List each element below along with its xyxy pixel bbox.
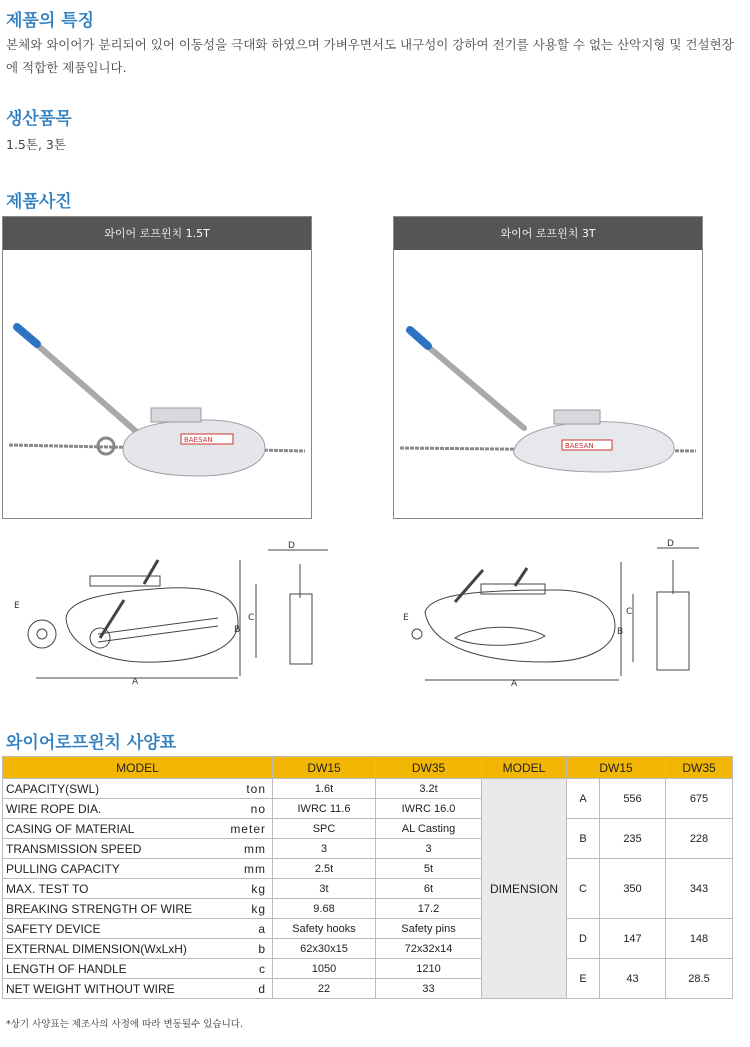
table-row [3, 919, 733, 939]
spec-name: BREAKING STRENGTH OF WIRE kg [3, 899, 273, 919]
spec-name: NET WEIGHT WITHOUT WIRE d [3, 979, 273, 999]
dim-dw35: 675 [666, 779, 733, 819]
dim-label-d: D [667, 539, 674, 549]
spec-dw15: 1050 [273, 959, 376, 979]
table-row [3, 959, 733, 979]
products-title: 생산품목 [6, 109, 72, 129]
header-cell: DW15 [273, 757, 376, 779]
spec-unit: kg [251, 881, 266, 896]
dim-label-e: E [403, 613, 409, 623]
spec-dw15: SPC [273, 819, 376, 839]
dim-label-c: C [626, 607, 633, 617]
table-row [3, 859, 733, 879]
dim-label-a: A [511, 679, 518, 688]
table-row [3, 819, 733, 839]
spec-footnote: *상기 사양표는 제조사의 사정에 따라 변동될수 있습니다. [6, 1019, 243, 1030]
spec-unit: a [258, 921, 266, 936]
spec-dw15: 1.6t [273, 779, 376, 799]
spec-dw15: Safety hooks [273, 919, 376, 939]
table-row [3, 779, 733, 799]
dim-key: C [567, 859, 600, 919]
dim-dw35: 148 [666, 919, 733, 959]
dim-dw15: 556 [600, 779, 666, 819]
spec-unit: meter [230, 821, 266, 836]
spec-dw35: 5t [376, 859, 482, 879]
spec-unit: mm [244, 861, 266, 876]
dim-dw15: 350 [600, 859, 666, 919]
photos-title: 제품사진 [6, 192, 72, 212]
dim-label-b: B [617, 627, 624, 637]
photo-card-1-5t [2, 216, 312, 519]
spec-dw35: 6t [376, 879, 482, 899]
spec-unit: b [258, 941, 266, 956]
dim-key: E [567, 959, 600, 999]
features-title: 제품의 특징 [6, 11, 95, 31]
spec-dw15: 62x30x15 [273, 939, 376, 959]
dim-label-e: E [14, 601, 20, 611]
spec-name: LENGTH OF HANDLE c [3, 959, 273, 979]
dim-label-a: A [132, 677, 139, 687]
dim-label-d: D [288, 541, 295, 551]
spec-dw15: 3 [273, 839, 376, 859]
spec-dw15: 2.5t [273, 859, 376, 879]
spec-dw15: 22 [273, 979, 376, 999]
header-cell: DW15 [567, 757, 666, 779]
winch-photo-1-5t [3, 250, 311, 518]
spec-dw35: 33 [376, 979, 482, 999]
dim-label-c: C [248, 613, 255, 623]
spec-title: 와이어로프윈치 사양표 [6, 733, 177, 753]
dim-key: D [567, 919, 600, 959]
spec-name: SAFETY DEVICE a [3, 919, 273, 939]
spec-unit: c [259, 961, 266, 976]
spec-dw35: Safety pins [376, 919, 482, 939]
spec-dw35: AL Casting [376, 819, 482, 839]
spec-name: PULLING CAPACITY mm [3, 859, 273, 879]
spec-dw35: 17.2 [376, 899, 482, 919]
dim-label-b: B [234, 625, 241, 635]
header-cell: MODEL [3, 757, 273, 779]
photo-caption: 와이어 로프윈치 1.5T [3, 217, 311, 250]
spec-unit: kg [251, 901, 266, 916]
dim-key: A [567, 779, 600, 819]
dimension-drawing-1-5t [8, 538, 338, 688]
dim-dw35: 28.5 [666, 959, 733, 999]
dim-dw35: 228 [666, 819, 733, 859]
spec-unit: ton [246, 781, 266, 796]
nameplate-text: BAESAN [565, 442, 594, 450]
spec-name: CAPACITY(SWL) ton [3, 779, 273, 799]
spec-dw35: 1210 [376, 959, 482, 979]
spec-dw35: 3 [376, 839, 482, 859]
spec-unit: d [258, 981, 266, 996]
winch-photo-3t [394, 250, 702, 518]
photo-card-3t [393, 216, 703, 519]
dim-dw15: 235 [600, 819, 666, 859]
spec-name: CASING OF MATERIAL meter [3, 819, 273, 839]
header-cell: DW35 [376, 757, 482, 779]
header-cell: DW35 [666, 757, 733, 779]
features-text: 본체와 와이어가 분리되어 있어 이동성을 극대화 하였으며 가벼우면서도 내구성이 강하여 전기를 사용할 수 없는 산악지형 및 건설현장에 적합한 제품입니다. [6, 37, 734, 75]
spec-name: EXTERNAL DIMENSION(WxLxH) b [3, 939, 273, 959]
spec-dw15: 3t [273, 879, 376, 899]
photo-caption: 와이어 로프윈치 3T [394, 217, 702, 250]
dim-dw15: 43 [600, 959, 666, 999]
dim-dw15: 147 [600, 919, 666, 959]
dim-dw35: 343 [666, 859, 733, 919]
dimension-label: DIMENSION [482, 779, 567, 999]
spec-header-row [3, 757, 733, 779]
header-cell: MODEL [482, 757, 567, 779]
spec-dw35: IWRC 16.0 [376, 799, 482, 819]
dimension-drawing-3t [395, 538, 735, 688]
dim-key: B [567, 819, 600, 859]
spec-dw35: 3.2t [376, 779, 482, 799]
spec-name: WIRE ROPE DIA. no [3, 799, 273, 819]
nameplate-text: BAESAN [184, 436, 213, 444]
spec-name: TRANSMISSION SPEED mm [3, 839, 273, 859]
spec-table [2, 756, 733, 999]
spec-dw15: 9.68 [273, 899, 376, 919]
spec-unit: no [250, 801, 266, 816]
products-text: 1.5톤, 3톤 [6, 137, 66, 152]
spec-dw35: 72x32x14 [376, 939, 482, 959]
spec-name: MAX. TEST TO kg [3, 879, 273, 899]
spec-unit: mm [244, 841, 266, 856]
spec-dw15: IWRC 11.6 [273, 799, 376, 819]
